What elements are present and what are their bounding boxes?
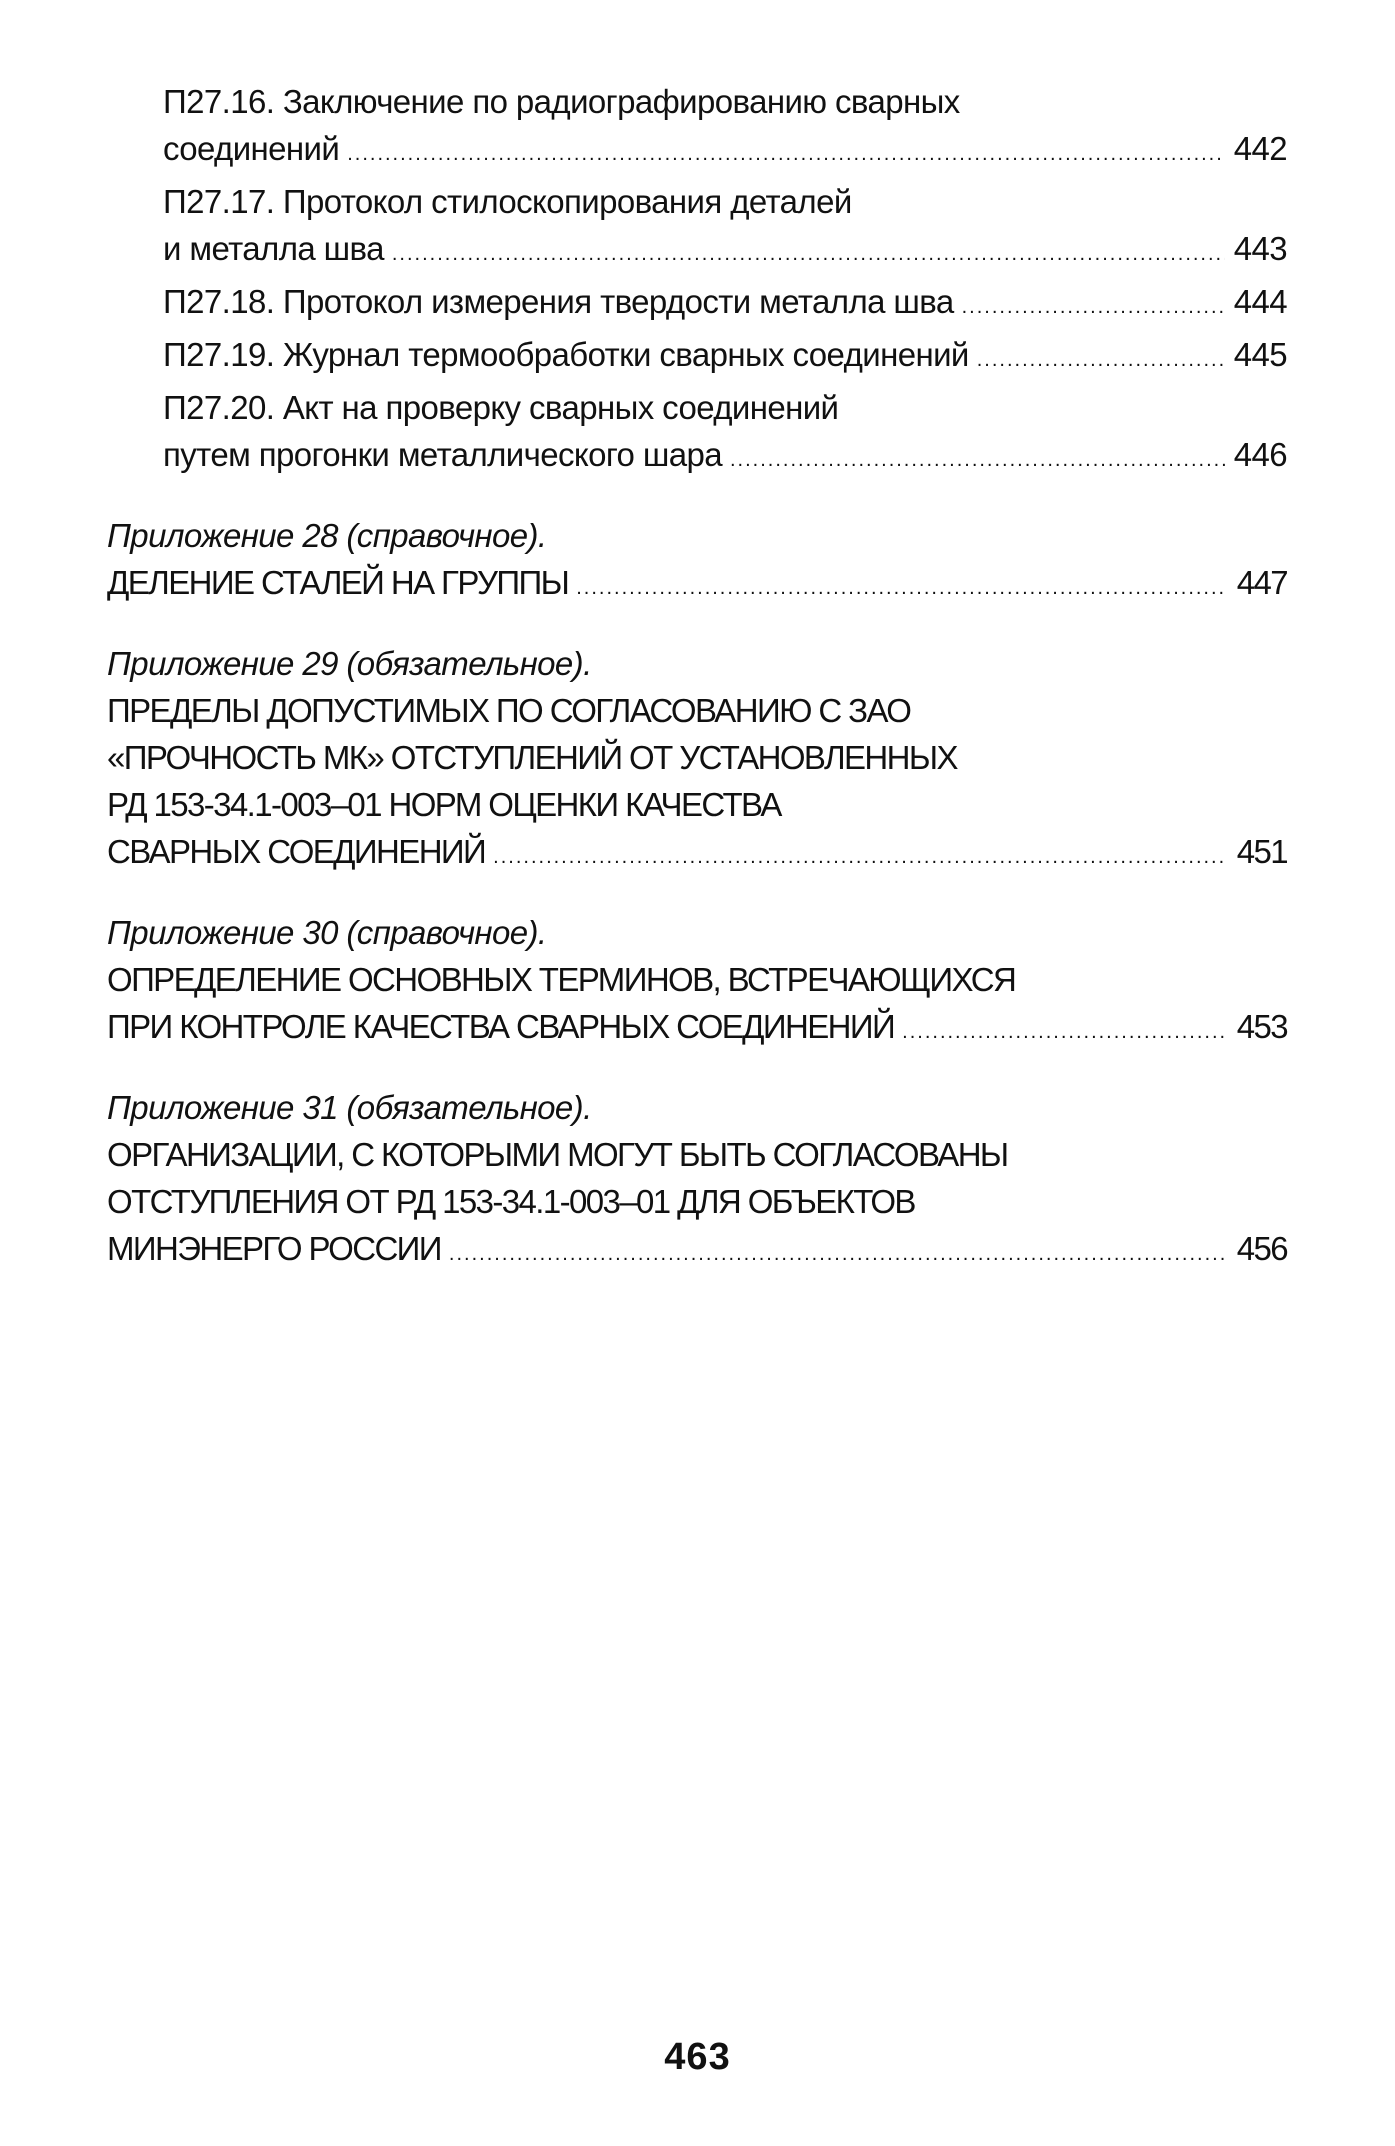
toc-entry-line: П27.16. Заключение по радиографированию сварных: [163, 83, 960, 120]
page-ref: 443: [1233, 230, 1287, 267]
toc-entry-p27-18: [107, 278, 1287, 331]
toc-entry-leader-line: [163, 225, 1287, 278]
toc-entry-line: путем прогонки металлического шара: [163, 436, 722, 473]
toc-appendix-30: [107, 909, 1287, 1056]
appendix-label: Приложение 29 (обязательное).: [107, 645, 592, 682]
dot-leader: [576, 565, 1225, 612]
dot-leader: [392, 231, 1225, 278]
toc-entry-leader-line: [107, 828, 1287, 881]
toc-entry-leader-line: [163, 431, 1287, 484]
dot-leader: [730, 437, 1225, 484]
appendix-title-line: МИНЭНЕРГО РОССИИ: [107, 1230, 441, 1267]
page-number: 463: [664, 2036, 731, 2078]
dot-leader: [902, 1009, 1225, 1056]
appendix-label: Приложение 31 (обязательное).: [107, 1089, 592, 1126]
toc-entry-p27-20: [107, 384, 1287, 484]
toc-entry-leader-line: [163, 125, 1287, 178]
appendix-title-line: СВАРНЫХ СОЕДИНЕНИЙ: [107, 833, 486, 870]
appendix-title-line: ОТСТУПЛЕНИЯ ОТ РД 153-34.1-003–01 ДЛЯ ОБЪЕКТОВ: [107, 1183, 915, 1220]
appendix-title-line: ПРЕДЕЛЫ ДОПУСТИМЫХ ПО СОГЛАСОВАНИЮ С ЗАО: [107, 692, 911, 729]
appendix-title-line: ПРИ КОНТРОЛЕ КАЧЕСТВА СВАРНЫХ СОЕДИНЕНИЙ: [107, 1008, 895, 1045]
dot-leader: [962, 284, 1225, 331]
page-ref: 444: [1233, 283, 1287, 320]
page-ref: 445: [1233, 336, 1287, 373]
toc-entry-leader-line: [163, 278, 1287, 331]
toc-entry-p27-19: [107, 331, 1287, 384]
toc-entry-p27-17: [107, 178, 1287, 278]
appendix-label: Приложение 30 (справочное).: [107, 914, 547, 951]
toc-entry-line: соединений: [163, 130, 340, 167]
appendix-label: Приложение 28 (справочное).: [107, 517, 547, 554]
toc-appendix-28: [107, 512, 1287, 612]
page-ref: 446: [1233, 436, 1287, 473]
appendix-title-line: «ПРОЧНОСТЬ МК» ОТСТУПЛЕНИЙ ОТ УСТАНОВЛЕННЫХ: [107, 739, 957, 776]
toc-entry-line: и металла шва: [163, 230, 384, 267]
toc-entry-leader-line: [107, 559, 1287, 612]
page-ref: 447: [1236, 564, 1287, 601]
toc-entry-leader-line: [163, 331, 1287, 384]
dot-leader: [493, 834, 1225, 881]
toc-entry-leader-line: [107, 1225, 1287, 1278]
toc-entry-line: П27.17. Протокол стилоскопирования деталей: [163, 183, 852, 220]
toc-entry-line: П27.20. Акт на проверку сварных соединений: [163, 389, 839, 426]
toc-appendix-29: [107, 640, 1287, 881]
appendix-title-line: ДЕЛЕНИЕ СТАЛЕЙ НА ГРУППЫ: [107, 564, 569, 601]
dot-leader: [977, 337, 1225, 384]
toc-entry-p27-16: [107, 78, 1287, 178]
toc-entry-line: П27.18. Протокол измерения твердости металла шва: [163, 283, 954, 320]
page-ref: 453: [1236, 1008, 1287, 1045]
dot-leader: [347, 131, 1225, 178]
page-ref: 456: [1236, 1230, 1287, 1267]
appendix-title-line: РД 153-34.1-003–01 НОРМ ОЦЕНКИ КАЧЕСТВА: [107, 786, 781, 823]
appendix-title-line: ОРГАНИЗАЦИИ, С КОТОРЫМИ МОГУТ БЫТЬ СОГЛАСОВАНЫ: [107, 1136, 1008, 1173]
toc-appendix-31: [107, 1084, 1287, 1278]
dot-leader: [449, 1231, 1225, 1278]
appendix-title-line: ОПРЕДЕЛЕНИЕ ОСНОВНЫХ ТЕРМИНОВ, ВСТРЕЧАЮЩИХСЯ: [107, 961, 1016, 998]
page-ref: 451: [1236, 833, 1287, 870]
table-of-contents: [107, 78, 1287, 1278]
toc-entry-line: П27.19. Журнал термообработки сварных соединений: [163, 336, 969, 373]
page-ref: 442: [1233, 130, 1287, 167]
toc-entry-leader-line: [107, 1003, 1287, 1056]
